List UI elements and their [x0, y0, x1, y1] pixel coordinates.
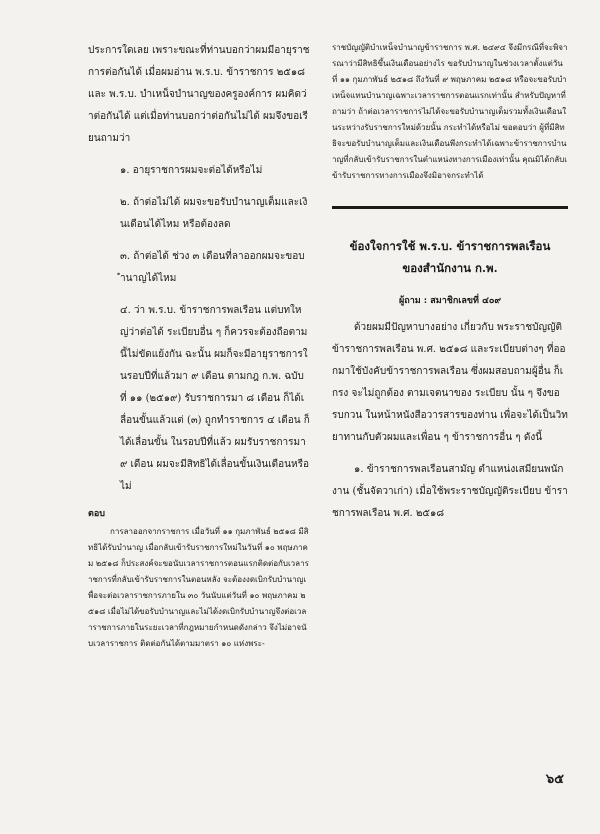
- left-column: [88, 40, 310, 652]
- letter-paragraph-1: ด้วยผมมีปัญหาบางอย่าง เกี่ยวกับ พระราชบัญญัติข้าราชการพลเรือน พ.ศ. ๒๕๑๘ และระเบียบต่างๆ ที่ออกมาใช้บังคับข้าราชการพลเรือน ซึ่งผมสอบถามผู้อื่น ก็เกรง จะไม่ถูกต้อง ตามเจตนาของ ระเบียบ นั้น ๆ จึงขอ รบกวน ในหน้าหนังสือวารสารของท่าน เพื่อจะได้เป็นวิทยาทานกับตัวผมและเพื่อน ๆ ข้าราชการอื่น ๆ ดังนี้: [332, 322, 568, 443]
- asker-line: ผู้ถาม : สมาชิกเลขที่ ๔๐๙: [398, 296, 502, 306]
- answer-label: ตอบ: [88, 509, 105, 519]
- question-item-1: ๑. อายุราชการผมจะต่อได้หรือไม่: [120, 165, 263, 176]
- answer-paragraph: การลาออกจากราชการ เมื่อวันที่ ๑๑ กุมภาพันธ์ ๒๕๑๘ มีสิทธิได้รับบำนาญ เมื่อกลับเข้ารับราชการใหม่ในวันที่ ๑๐ พฤษภาคม ๒๕๑๘ ก็ประสงค์จะขอนับเวลาราชการตอนแรกติดต่อกับเวลาราชการที่กลับเข้ารับราชการในตอนหลัง จะต้องงดเบิกรับบำนาญเพื่อจะต่อเวลาราชการภายใน ๓๐ วันนับแต่วันที่ ๑๐ พฤษภาคม ๒๕๑๘ เมื่อไม่ได้ขอรับบำนาญและไม่ได้งดเบิกรับบำนาญจึงต่อเวลาราชการภายในระยะเวลาที่กฎหมายกำหนดดังกล่าว จึงไม่อาจนับเวลาราชการ ติดต่อกันได้ตามมาตรา ๑๐ แห่งพระ-: [88, 527, 309, 648]
- topic-title-line-1: ข้องใจการใช้ พ.ร.บ. ข้าราชการพลเรือน: [349, 239, 551, 253]
- page-number: ๖๕: [545, 772, 564, 787]
- topic-title-line-2: ของสำนักงาน ก.พ.: [402, 261, 498, 275]
- letter-paragraph-2: ๑. ข้าราชการพลเรือนสามัญ ตำแหน่งเสมียนพนักงาน (ชั้นจัตวาเก่า) เมื่อใช้พระราชบัญญัติระเบียบ ข้าราชการพลเรือน พ.ศ. ๒๕๑๘: [332, 464, 568, 519]
- question-paragraph: ประการใดเลย เพราะขณะที่ท่านบอกว่าผมมีอายุราชการต่อกันได้ เมื่อผมอ่าน พ.ร.บ. ข้าราชการ ๒๕๑๘ และ พ.ร.บ. บำเหน็จบำนาญของครูองค์การ ผมคิดว่าต่อกันได้ แต่เมื่อท่านบอกว่าต่อกันไม่ได้ ผมจึงขอเรียนถามว่า: [88, 45, 310, 144]
- right-column: [332, 40, 568, 525]
- question-item-4: ๔. ว่า พ.ร.บ. ข้าราชการพลเรือน แต่บทใหญ่ว่าต่อได้ ระเบียบอื่น ๆ ก็ควรจะต้องถือตามนี้ไม่ขัดแย้งกัน ฉะนั้น ผมก็จะมีอายุราชการในรอบปีที่แล้วมา ๙ เดือน ตามกฎ ก.พ. ฉบับที่ ๑๑ (๒๕๑๙) รับราชการมา ๘ เดือน ก็ได้เลื่อนขั้นแล้วแต่ (๓) ถูกทำราชการ ๔ เดือน ก็ได้เลื่อนขั้น ในรอบปีที่แล้ว ผมรับราชการมา ๙ เดือน ผมจะมีสิทธิได้เลื่อนขั้นเงินเดือนหรือไม่: [120, 305, 310, 492]
- question-item-2: ๒. ถ้าต่อไม่ได้ ผมจะขอรับบำนาญเต็มและเงินเดือนได้ไหม หรือต้องลด: [120, 197, 308, 230]
- question-item-3: ๓. ถ้าต่อได้ ช่วง ๓ เดือนที่ลาออกผมจะขอบำนาญได้ไหม: [120, 251, 305, 284]
- answer-continuation: ราชบัญญัติบำเหน็จบำนาญข้าราชการ พ.ศ. ๒๔๙๔ จึงมีกรณีที่จะพิจารณาว่ามีสิทธิขึ้นเงินเดือนอย่างไร ขอรับบำนาญในช่วงเวลาตั้งแต่วันที่ ๑๑ กุมภาพันธ์ ๒๕๑๘ ถึงวันที่ ๙ พฤษภาคม ๒๕๑๘ หรือจะขอรับบำเหน็จแทนบำนาญเฉพาะเวลาราชการตอนแรกเท่านั้น สำหรับปัญหาที่ถามว่า ถ้าต่อเวลาราชการไม่ได้จะขอรับบำนาญเต็มรวมทั้งเงินเดือนในระหว่างรับราชการใหม่ด้วยนั้น กระทำได้หรือไม่ ขอตอบว่า ผู้ที่มีสิทธิจะขอรับบำนาญเต็มและเงินเดือนพึงกระทำได้เฉพาะข้าราชการบำนาญที่กลับเข้ารับราชการในตำแหน่งทางการเมืองเท่านั้น คุณมิได้กลับเข้ารับราชการทางการเมืองจึงมิอาจกระทำได้: [332, 43, 568, 180]
- topic-header: [332, 206, 568, 279]
